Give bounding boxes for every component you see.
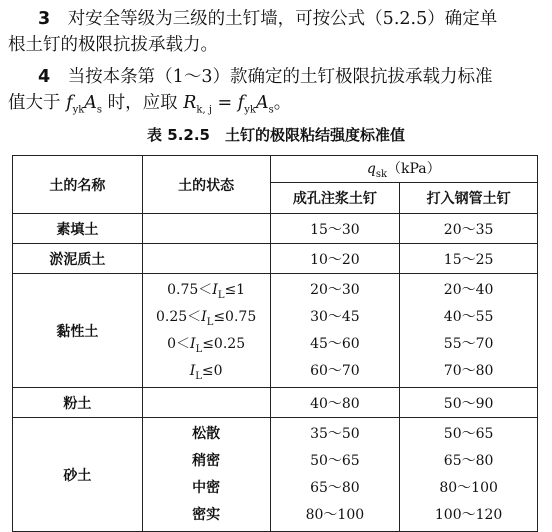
soil-state: 松散 — [192, 425, 221, 442]
driven-value: 50～90 — [400, 388, 538, 418]
grouted-value-list — [270, 274, 400, 388]
header-qsk: $q_{sk}(kPa)$ — [270, 156, 537, 183]
soil-state: $0.25<I_L\le 0.75$ — [155, 308, 257, 328]
driven-value: 15～25 — [400, 244, 538, 274]
soil-name: 素填土 — [13, 214, 143, 244]
soil-state: 密实 — [192, 506, 221, 523]
driven-value: 70～80 — [443, 362, 494, 379]
paragraph-4-number: 4 — [38, 67, 51, 87]
grouted-value: 30～45 — [310, 308, 360, 325]
table-row — [13, 244, 538, 274]
driven-value: 20～35 — [400, 214, 538, 244]
paragraph-4-text-2b: 时，应取 — [107, 93, 178, 113]
grouted-value: 65～80 — [310, 479, 360, 496]
soil-state — [142, 214, 270, 244]
driven-value: 80～100 — [439, 479, 498, 496]
grouted-value: 15～30 — [270, 214, 400, 244]
driven-value: 40～55 — [443, 308, 494, 325]
formula-fyk-as: $f_{yk}A_s$ — [66, 93, 103, 116]
soil-state: 中密 — [192, 479, 221, 496]
header-driven-pipe-nail: 打入钢管土钉 — [400, 183, 538, 214]
paragraph-3 — [8, 6, 548, 58]
grouted-value: 35～50 — [310, 425, 360, 442]
soil-state — [142, 244, 270, 274]
paragraph-3-text-1: 对安全等级为三级的土钉墙，可按公式（5.2.5）确定单 — [67, 9, 498, 29]
table-row — [13, 274, 538, 388]
soil-state-list — [142, 418, 270, 532]
soil-name: 黏性土 — [13, 274, 143, 388]
grouted-value: 20～30 — [310, 281, 360, 298]
soil-name: 淤泥质土 — [13, 244, 143, 274]
grouted-value: 10～20 — [270, 244, 400, 274]
paragraph-4 — [8, 64, 548, 124]
driven-value-list — [400, 274, 538, 388]
driven-value: 55～70 — [443, 335, 494, 352]
table-row — [13, 214, 538, 244]
soil-state: $I_L\le 0$ — [189, 362, 223, 382]
paragraph-4-text-1: 当按本条第（1～3）款确定的土钉极限抗拔承载力标准 — [67, 67, 493, 87]
soil-name: 砂土 — [13, 418, 143, 532]
header-soil-state: 土的状态 — [142, 156, 270, 214]
paragraph-4-line-2 — [8, 90, 548, 124]
soil-state-list — [142, 274, 270, 388]
driven-value-list — [400, 418, 538, 532]
grouted-value: 50～65 — [310, 452, 360, 469]
soil-state — [142, 388, 270, 418]
driven-value: 65～80 — [443, 452, 494, 469]
header-soil-name: 土的名称 — [13, 156, 143, 214]
grouted-value-list — [270, 418, 400, 532]
soil-state: $0.75<I_L\le 1$ — [167, 281, 246, 301]
table-row — [13, 388, 538, 418]
grouted-value: 45～60 — [310, 335, 360, 352]
soil-name: 粉土 — [13, 388, 143, 418]
driven-value: 100～120 — [434, 506, 503, 523]
soil-state: $0<I_L\le 0.25$ — [167, 335, 246, 355]
paragraph-3-line-2: 根土钉的极限抗拔承载力。 — [8, 35, 218, 55]
paragraph-4-line-1 — [8, 64, 548, 90]
table-row — [13, 418, 538, 532]
grouted-value: 40～80 — [270, 388, 400, 418]
paragraph-3-line-1 — [8, 6, 548, 32]
grouted-value: 60～70 — [310, 362, 360, 379]
soil-state: 稍密 — [192, 452, 221, 469]
header-grouted-nail: 成孔注浆土钉 — [270, 183, 400, 214]
driven-value: 50～65 — [443, 425, 494, 442]
table-caption: 表 5.2.5 土钉的极限粘结强度标准值 — [147, 126, 405, 144]
driven-value: 20～40 — [443, 281, 494, 298]
paragraph-4-text-2a: 值大于 — [8, 93, 61, 113]
formula-rkj: $R_{k, j} = f_{yk}A_s$。 — [183, 93, 292, 116]
grouted-value: 80～100 — [305, 506, 365, 523]
paragraph-3-number: 3 — [38, 9, 51, 29]
bond-strength-table — [12, 155, 538, 532]
